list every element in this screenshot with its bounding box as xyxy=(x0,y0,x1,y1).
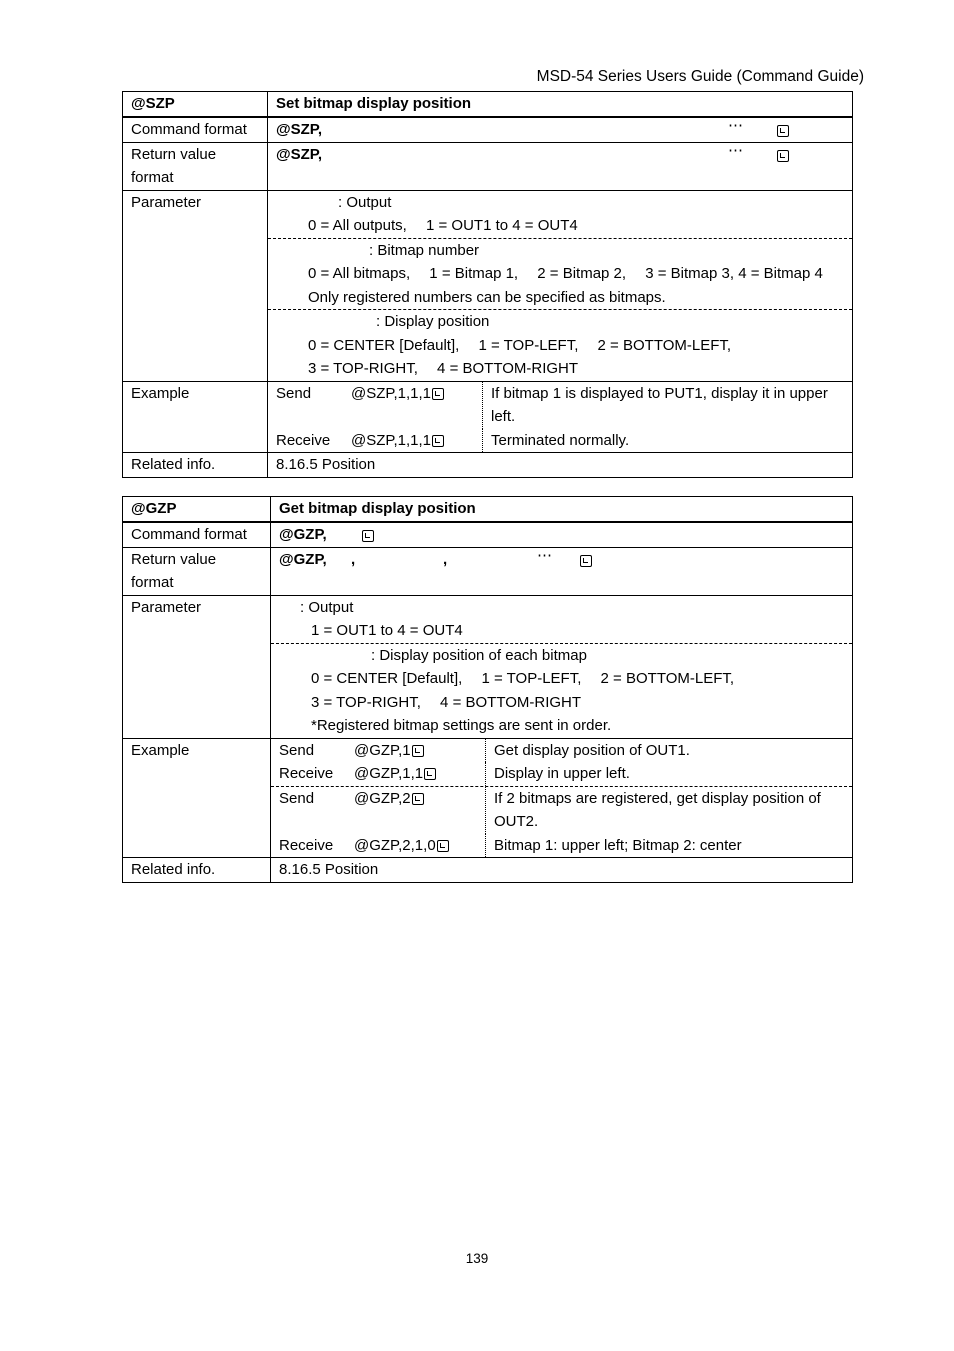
szp-command: @SZP, xyxy=(276,121,323,138)
gzp-ex1-receive-desc: Display in upper left. xyxy=(494,765,630,782)
gzp-param-output xyxy=(271,596,852,643)
szp-ex-send-desc: If bitmap 1 is displayed to PUT1, display it in upper left. xyxy=(491,384,828,425)
szp-ex-receive-cmd: @SZP,1,1,1 xyxy=(351,431,431,449)
szp-example-row xyxy=(123,381,852,453)
szp-p3-line2: 3 = TOP-RIGHT, 4 = BOTTOM-RIGHT xyxy=(308,360,579,377)
szp-p2-line1: 0 = All bitmaps, 1 = Bitmap 1, 2 = Bitmap 2, 3 = Bitmap 3, 4 = Bitmap 4 xyxy=(308,265,823,282)
return-key-icon xyxy=(424,768,436,780)
gzp-example-label: Example xyxy=(123,739,271,858)
szp-param-position xyxy=(268,309,852,381)
szp-command-ellipsis: ⋯ xyxy=(728,117,744,134)
szp-p1-line1: 0 = All outputs, 1 = OUT1 to 4 = OUT4 xyxy=(308,217,578,234)
gzp-ex1-send-desc: Get display position of OUT1. xyxy=(494,741,690,759)
gzp-title-row xyxy=(123,497,852,522)
szp-example-label: Example xyxy=(123,382,268,453)
szp-example-receive xyxy=(268,429,852,453)
gzp-p1-line1: 1 = OUT1 to 4 = OUT4 xyxy=(311,622,463,639)
return-key-icon xyxy=(412,745,424,757)
gzp-ex1-send-label: Send xyxy=(279,741,315,759)
szp-param-output xyxy=(268,191,852,238)
page-number: 139 xyxy=(465,1251,489,1266)
gzp-related-row xyxy=(123,857,852,882)
gzp-example-row xyxy=(123,738,852,858)
szp-example-send xyxy=(268,382,852,429)
gzp-p1-title: : Output xyxy=(300,598,354,616)
gzp-return-format-row xyxy=(123,547,852,595)
szp-p3-title: : Display position xyxy=(376,313,490,330)
szp-p2-line2: Only registered numbers can be specified as bitmaps. xyxy=(308,288,666,306)
szp-parameter-label: Parameter xyxy=(123,191,268,381)
gzp-title: Get bitmap display position xyxy=(279,500,476,517)
szp-title: Set bitmap display position xyxy=(276,95,472,112)
gzp-command: @GZP, xyxy=(279,526,327,543)
szp-p1-title: : Output xyxy=(338,193,392,211)
return-key-icon xyxy=(777,125,789,137)
return-key-icon xyxy=(432,388,444,400)
gzp-return-label-2: format xyxy=(131,574,174,591)
gzp-parameter-label: Parameter xyxy=(123,596,271,738)
szp-return-format-row xyxy=(123,142,852,190)
szp-parameter-row xyxy=(123,190,852,381)
gzp-ex2-receive-label: Receive xyxy=(279,836,334,854)
szp-related-link[interactable]: 8.16.5 Position xyxy=(276,456,376,473)
gzp-related-label: Related info. xyxy=(123,858,271,882)
page-header: MSD-54 Series Users Guide (Command Guide) xyxy=(536,68,864,85)
gzp-p2-title: : Display position of each bitmap xyxy=(371,646,587,664)
gzp-param-position xyxy=(271,643,852,738)
gzp-return-command: @GZP, xyxy=(279,550,327,568)
szp-ex-send-cmd: @SZP,1,1,1 xyxy=(351,384,431,402)
gzp-return-comma-1: , xyxy=(351,550,356,568)
gzp-example-group-2 xyxy=(271,786,852,858)
gzp-ex2-receive-cmd: @GZP,2,1,0 xyxy=(354,836,436,854)
gzp-p2-line3: *Registered bitmap settings are sent in order. xyxy=(311,717,612,734)
gzp-command-format-label: Command format xyxy=(123,523,271,547)
szp-param-bitmap xyxy=(268,238,852,310)
return-key-icon xyxy=(437,840,449,852)
gzp-ex1-send-cmd: @GZP,1 xyxy=(354,741,411,759)
gzp-p2-line1: 0 = CENTER [Default], 1 = TOP-LEFT, 2 = BOTTOM-LEFT, xyxy=(311,670,735,687)
gzp-ex2-receive-desc: Bitmap 1: upper left; Bitmap 2: center xyxy=(494,836,742,854)
szp-return-label-2: format xyxy=(131,169,174,186)
szp-p2-title: : Bitmap number xyxy=(369,241,480,259)
gzp-ex1-receive-cmd: @GZP,1,1 xyxy=(354,765,424,782)
szp-command-table xyxy=(122,91,853,478)
szp-ex-receive-label: Receive xyxy=(276,431,331,449)
gzp-related-link[interactable]: 8.16.5 Position xyxy=(279,861,379,878)
return-key-icon xyxy=(432,435,444,447)
return-key-icon xyxy=(580,555,592,567)
szp-return-label-1: Return value xyxy=(131,145,217,163)
szp-return-command: @SZP, xyxy=(276,145,323,163)
szp-related-row xyxy=(123,452,852,477)
gzp-return-label-1: Return value xyxy=(131,550,217,568)
szp-command-format-label: Command format xyxy=(123,118,268,142)
gzp-ex2-send-label: Send xyxy=(279,789,315,807)
return-key-icon xyxy=(362,530,374,542)
szp-p3-line1: 0 = CENTER [Default], 1 = TOP-LEFT, 2 = BOTTOM-LEFT, xyxy=(308,336,732,354)
gzp-parameter-row xyxy=(123,595,852,738)
gzp-example-group-1 xyxy=(271,739,852,786)
szp-code: @SZP xyxy=(123,92,268,116)
gzp-code: @GZP xyxy=(123,497,271,521)
szp-return-ellipsis: ⋯ xyxy=(728,141,744,159)
return-key-icon xyxy=(412,793,424,805)
gzp-ex2-send-cmd: @GZP,2 xyxy=(354,789,411,807)
szp-ex-send-label: Send xyxy=(276,384,312,402)
gzp-command-table xyxy=(122,496,853,883)
gzp-command-format-row xyxy=(123,522,852,547)
return-key-icon xyxy=(777,150,789,162)
gzp-ex2-send-desc: If 2 bitmaps are registered, get display position of OUT2. xyxy=(494,789,821,830)
gzp-p2-line2: 3 = TOP-RIGHT, 4 = BOTTOM-RIGHT xyxy=(311,693,582,711)
gzp-return-ellipsis: ⋯ xyxy=(537,546,553,564)
gzp-ex1-receive-label: Receive xyxy=(279,765,334,782)
szp-related-label: Related info. xyxy=(123,453,268,477)
gzp-return-comma-2: , xyxy=(443,550,448,568)
szp-ex-receive-desc: Terminated normally. xyxy=(491,431,630,449)
